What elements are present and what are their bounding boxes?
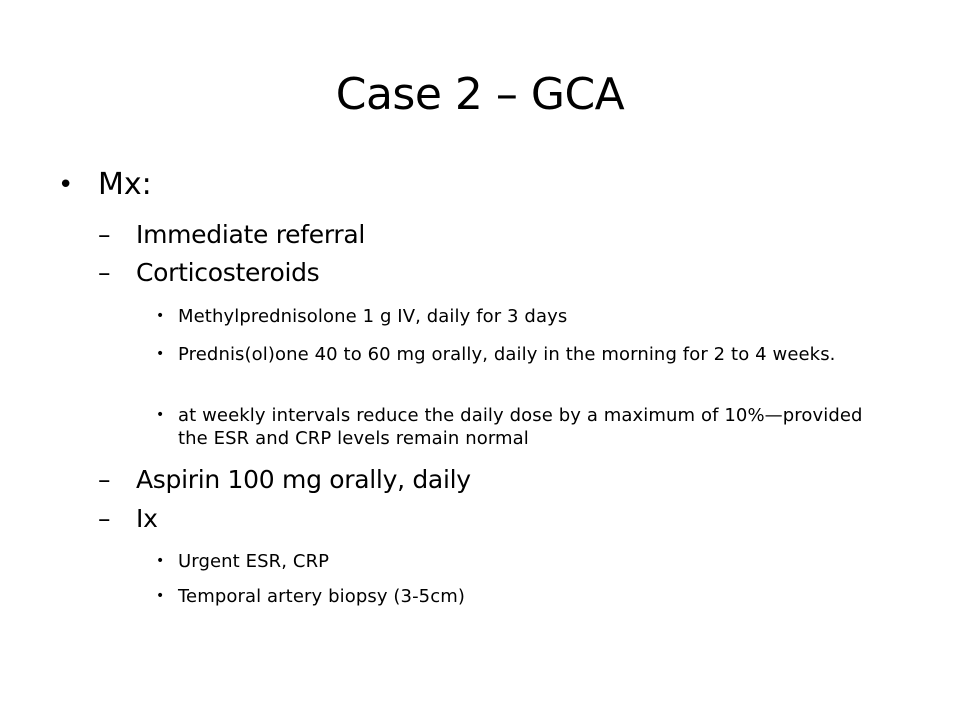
detail-methylprednisolone	[156, 305, 898, 328]
sub-item-aspirin	[98, 463, 471, 497]
sub-item-immediate-referral	[98, 218, 365, 252]
detail-temporal-artery-biopsy	[156, 585, 898, 608]
bullet-icon: •	[156, 588, 165, 604]
detail-text: at weekly intervals reduce the daily dose by a maximum of 10%—provided the ESR and CRP levels remain normal	[178, 405, 863, 449]
detail-text: Methylprednisolone 1 g IV, daily for 3 days	[178, 306, 568, 327]
bullet-icon: •	[156, 553, 165, 569]
detail-text: Temporal artery biopsy (3-5cm)	[178, 586, 465, 607]
detail-urgent-esr-crp	[156, 550, 898, 573]
detail-text: Prednis(ol)one 40 to 60 mg orally, daily in the morning for 2 to 4 weeks.	[178, 344, 836, 365]
slide-title: Case 2 – GCA	[335, 69, 625, 120]
bullet-icon: •	[156, 346, 165, 362]
dash-icon: –	[98, 465, 111, 494]
sub-item-corticosteroids	[98, 256, 320, 290]
sub-item-text: Aspirin 100 mg orally, daily	[136, 465, 471, 494]
bullet-icon: •	[156, 308, 165, 324]
detail-text: Urgent ESR, CRP	[178, 551, 330, 572]
detail-prednisolone	[156, 343, 898, 366]
bullet-icon: •	[58, 170, 74, 200]
dash-icon: –	[98, 504, 111, 533]
bullet-icon: •	[156, 407, 165, 423]
sub-item-text: Immediate referral	[136, 220, 365, 249]
dash-icon: –	[98, 220, 111, 249]
detail-weekly-taper	[156, 404, 898, 450]
dash-icon: –	[98, 258, 111, 287]
sub-item-text: Ix	[136, 504, 158, 533]
sub-item-text: Corticosteroids	[136, 258, 320, 287]
bullet-mx	[58, 165, 152, 205]
sub-item-ix	[98, 502, 158, 536]
bullet-text: Mx:	[98, 167, 152, 202]
